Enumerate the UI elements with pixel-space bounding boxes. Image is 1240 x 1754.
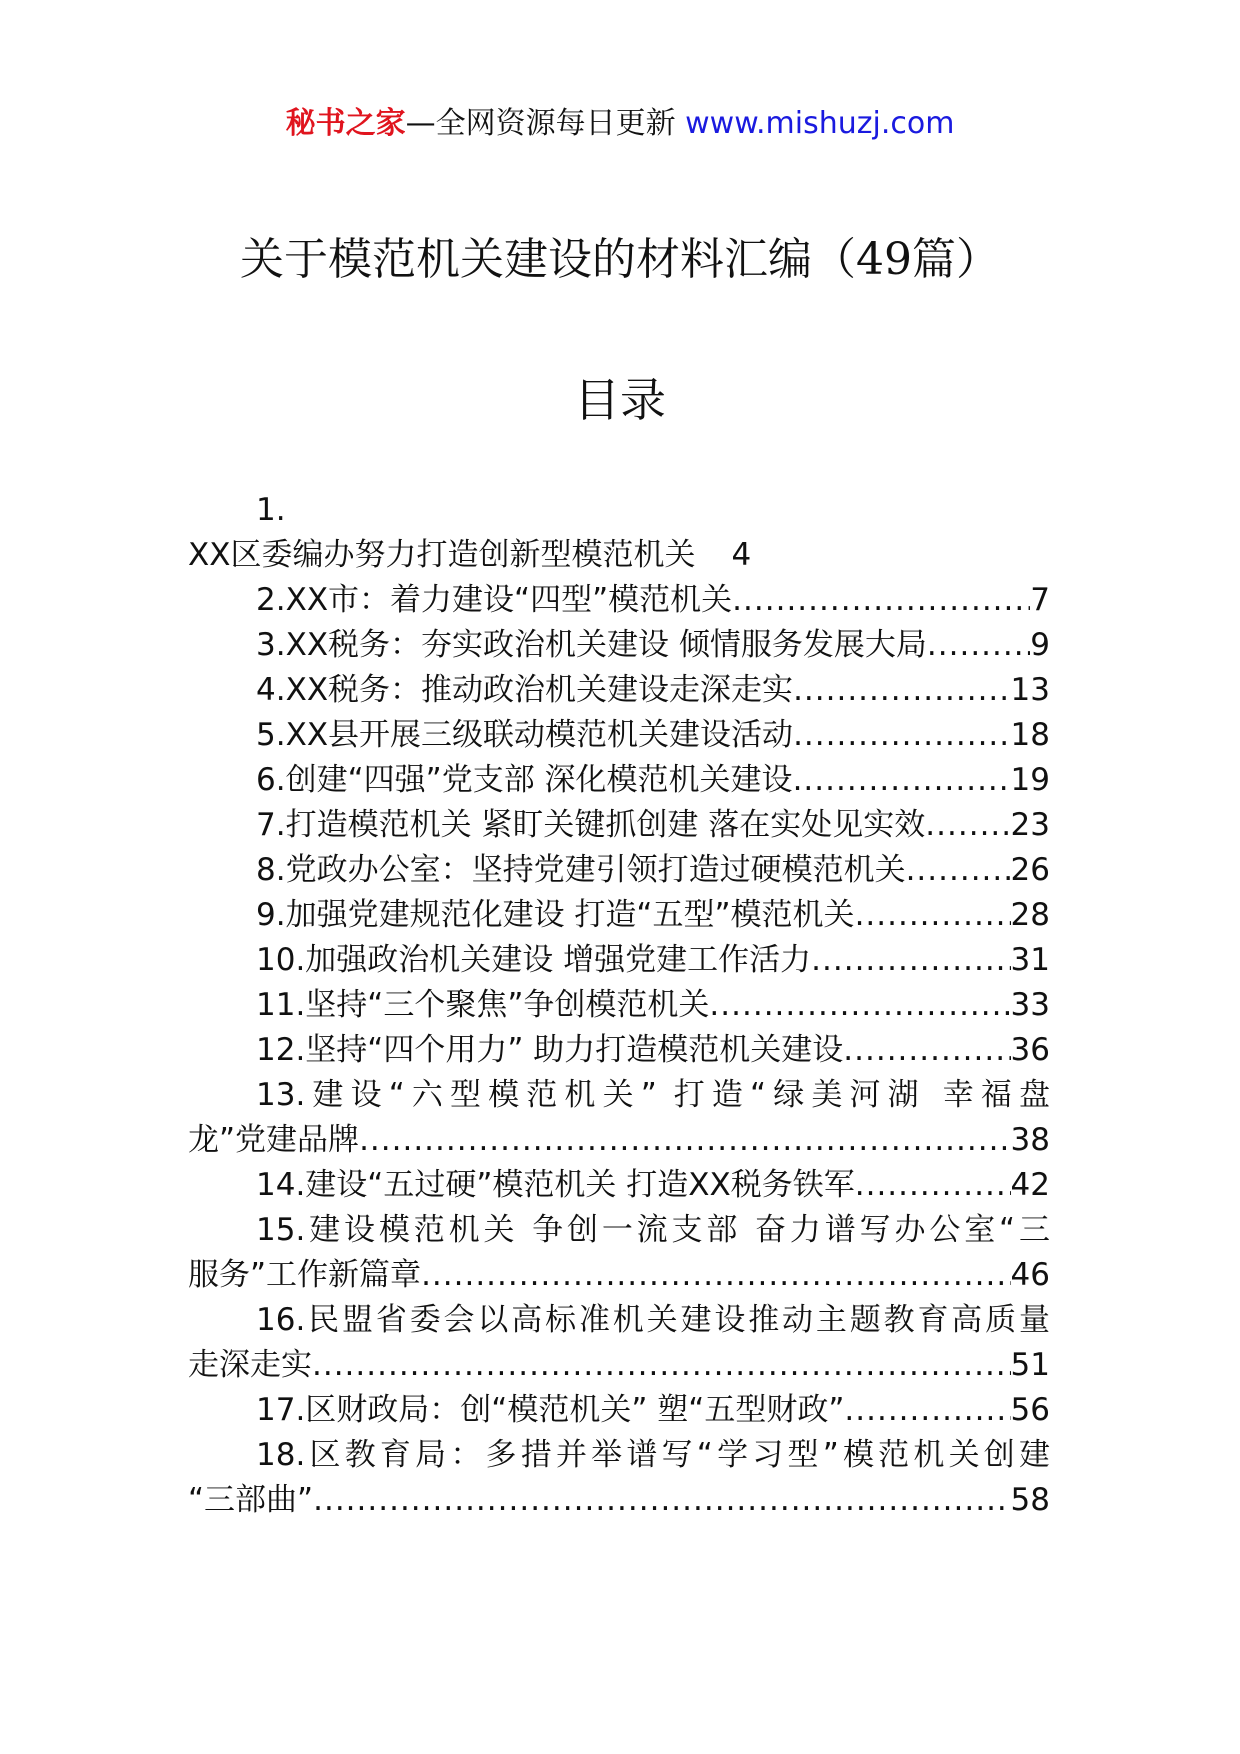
toc-entry-11[interactable] (188, 983, 1050, 1028)
toc-entry-6[interactable] (188, 758, 1050, 803)
toc-entry-title-cont: 龙”党建品牌 (188, 1122, 360, 1158)
toc-entry-4[interactable] (188, 668, 1050, 713)
toc-entry-title: 5.XX县开展三级联动模范机关建设活动 (256, 717, 794, 753)
toc-entry-title: 14.建设“五过硬”模范机关 打造XX税务铁军 (256, 1167, 855, 1203)
toc-entry-title: 8.党政办公室：坚持党建引领打造过硬模范机关 (256, 852, 906, 888)
toc-entry-15-line-2[interactable] (188, 1253, 1050, 1298)
dot-leader (359, 1118, 1010, 1163)
toc-entry-page: 58 (1010, 1482, 1050, 1518)
dot-leader (927, 623, 1030, 668)
toc-entry-page: 33 (1010, 987, 1050, 1023)
title-main: 关于模范机关建设的材料汇编（ (240, 234, 856, 285)
toc-entry-title: 16.民盟省委会以高标准机关建设推动主题教育高质量 (256, 1302, 1050, 1338)
toc-entry-number: 1. (256, 492, 286, 528)
document-title (0, 232, 1240, 288)
dot-leader (855, 1163, 1011, 1208)
toc-entry-page: 19 (1010, 762, 1050, 798)
toc-entry-17[interactable] (188, 1388, 1050, 1433)
toc-entry-page: 28 (1010, 897, 1050, 933)
dot-leader (709, 983, 1010, 1028)
brand-name: 秘书之家 (285, 106, 406, 141)
site-banner (0, 104, 1240, 144)
toc-entry-title: 3.XX税务：夯实政治机关建设 倾情服务发展大局 (256, 627, 927, 663)
toc-entry-5[interactable] (188, 713, 1050, 758)
toc-entry-7[interactable] (188, 803, 1050, 848)
toc-entry-16-line-1[interactable] (188, 1298, 1050, 1343)
toc-entry-18-line-1[interactable] (188, 1433, 1050, 1478)
toc-entry-page: 46 (1010, 1257, 1050, 1293)
toc-entry-page: 7 (1030, 582, 1050, 618)
site-url-link[interactable]: www.mishuzj.com (685, 106, 955, 141)
toc-entry-page: 9 (1030, 627, 1050, 663)
toc-entry-13-line-1[interactable] (188, 1073, 1050, 1118)
toc-entry-title: XX区委编办努力打造创新型模范机关 (188, 537, 696, 573)
dot-leader (811, 938, 1010, 983)
dot-leader (421, 1253, 1010, 1298)
toc-entry-title-cont: 走深走实 (188, 1347, 312, 1383)
toc-heading: 目录 (574, 373, 666, 427)
toc-entry-16-line-2[interactable] (188, 1343, 1050, 1388)
banner-tagline: —全网资源每日更新 (405, 106, 686, 141)
toc-entry-title: 2.XX市：着力建设“四型”模范机关 (256, 582, 733, 618)
toc-entry-8[interactable] (188, 848, 1050, 893)
toc-entry-3[interactable] (188, 623, 1050, 668)
toc-entry-14[interactable] (188, 1163, 1050, 1208)
toc-entry-title: 12.坚持“四个用力” 助力打造模范机关建设 (256, 1032, 844, 1068)
title-end: 篇） (912, 234, 1000, 285)
toc-entry-page: 4 (731, 537, 752, 573)
toc-entry-page: 36 (1010, 1032, 1050, 1068)
dot-leader (312, 1343, 1011, 1388)
toc-entry-page: 13 (1010, 672, 1050, 708)
toc-entry-page: 31 (1010, 942, 1050, 978)
toc-entry-title: 9.加强党建规范化建设 打造“五型”模范机关 (256, 897, 855, 933)
toc-entry-title: 17.区财政局：创“模范机关” 塑“五型财政” (256, 1392, 845, 1428)
dot-leader (732, 578, 1030, 623)
title-count: 49 (856, 234, 912, 285)
dot-leader (843, 1028, 1010, 1073)
toc-entry-18-line-2[interactable] (188, 1478, 1050, 1523)
toc-entry-page: 42 (1010, 1167, 1050, 1203)
dot-leader (793, 668, 1010, 713)
toc-entry-title: 10.加强政治机关建设 增强党建工作活力 (256, 942, 812, 978)
toc-entry-page: 18 (1010, 717, 1050, 753)
toc-entry-10[interactable] (188, 938, 1050, 983)
toc-entry-title: 11.坚持“三个聚焦”争创模范机关 (256, 987, 710, 1023)
toc-entry-15-line-1[interactable] (188, 1208, 1050, 1253)
dot-leader (855, 893, 1011, 938)
toc-entry-title-cont: “三部曲” (188, 1482, 314, 1518)
table-of-contents (188, 488, 1050, 1523)
dot-leader (906, 848, 1011, 893)
toc-entry-12[interactable] (188, 1028, 1050, 1073)
toc-entry-page: 51 (1010, 1347, 1050, 1383)
toc-entry-title-cont: 服务”工作新篇章 (188, 1257, 422, 1293)
dot-leader (793, 758, 1011, 803)
toc-entry-title: 6.创建“四强”党支部 深化模范机关建设 (256, 762, 793, 798)
toc-entry-title: 7.打造模范机关 紧盯关键抓创建 落在实处见实效 (256, 807, 926, 843)
toc-entry-9[interactable] (188, 893, 1050, 938)
toc-entry-1[interactable] (188, 533, 1050, 578)
dot-leader (925, 803, 1010, 848)
toc-entry-title: 13.建设“六型模范机关” 打造“绿美河湖 幸福盘 (256, 1077, 1050, 1113)
toc-entry-title: 4.XX税务：推动政治机关建设走深走实 (256, 672, 794, 708)
toc-entry-title: 18.区教育局：多措并举谱写“学习型”模范机关创建 (256, 1437, 1050, 1473)
toc-entry-page: 56 (1010, 1392, 1050, 1428)
dot-leader (844, 1388, 1010, 1433)
toc-entry-page: 26 (1010, 852, 1050, 888)
toc-entry-1-number[interactable] (188, 488, 1050, 533)
dot-leader (313, 1478, 1010, 1523)
toc-entry-13-line-2[interactable] (188, 1118, 1050, 1163)
dot-leader (793, 713, 1010, 758)
toc-entry-2[interactable] (188, 578, 1050, 623)
toc-entry-page: 23 (1010, 807, 1050, 843)
toc-entry-title: 15.建设模范机关 争创一流支部 奋力谱写办公室“三 (256, 1212, 1050, 1248)
toc-entry-page: 38 (1010, 1122, 1050, 1158)
